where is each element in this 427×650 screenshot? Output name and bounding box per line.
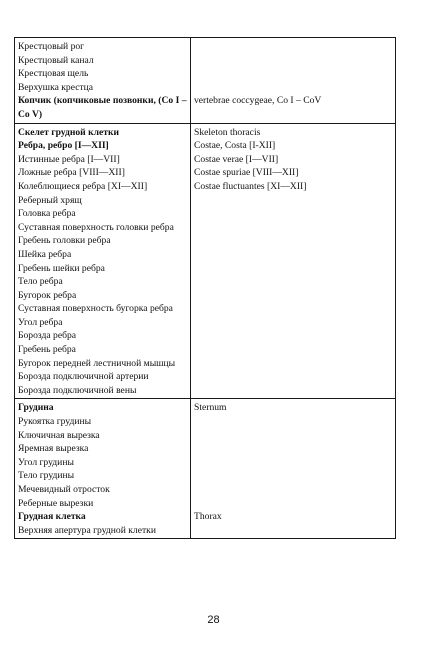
latin-term (194, 415, 393, 429)
russian-term: Реберный хрящ (18, 194, 82, 206)
russian-term: Ребра, ребро [I—XII] (18, 140, 109, 152)
latin-term: Thorax (194, 511, 222, 523)
latin-term: Costae spuriae [VIII—XII] (194, 167, 299, 179)
russian-term: Тело ребра (18, 276, 63, 288)
russian-term: Шейка ребра (18, 248, 72, 260)
latin-term (194, 40, 393, 54)
terminology-table (14, 37, 396, 539)
table-row (15, 123, 396, 399)
latin-term-cell (191, 399, 396, 539)
latin-term (194, 429, 393, 443)
latin-term (194, 67, 393, 81)
russian-term: Реберные вырезки (18, 497, 94, 509)
russian-term: Головка ребра (18, 208, 76, 220)
russian-term: Гребень головки ребра (18, 235, 111, 247)
russian-term: Верхушка крестца (18, 81, 94, 93)
latin-term (194, 81, 393, 95)
russian-term-cell (15, 38, 191, 124)
russian-term: Крестцовый рог (18, 41, 85, 52)
latin-term: vertebrae coccygeae, Co I – CoV (194, 95, 322, 107)
terminology-table-body (15, 38, 396, 539)
latin-term: Costae verae [I—VII] (194, 153, 279, 165)
page-number: 28 (207, 614, 220, 626)
russian-term: Ключичная вырезка (18, 429, 100, 441)
russian-term: Суставная поверхность бугорка ребра (18, 303, 173, 315)
russian-term: Суставная поверхность головки ребра (18, 221, 174, 233)
latin-term-cell (191, 38, 396, 124)
russian-term: Бугорок ребра (18, 289, 77, 301)
latin-term: Costae fluctuantes [XI—XII] (194, 180, 307, 192)
russian-term: Истинные ребра [I—VII] (18, 153, 120, 165)
russian-term: Крестцовая щель (18, 68, 89, 80)
russian-term: Борозда ребра (18, 330, 77, 342)
latin-term: Sternum (194, 402, 227, 414)
russian-term: Борозда подключичной вены (18, 384, 137, 396)
russian-term: Рукоятка грудины (18, 416, 92, 428)
latin-term (194, 497, 393, 511)
latin-term-cell (191, 123, 396, 399)
russian-term-cell (15, 123, 191, 399)
russian-term: Мечевидный отросток (18, 484, 110, 495)
russian-term: Копчик (копчиковые позвонки, (Co I – Co V) (18, 95, 187, 120)
russian-term: Борозда подключичной артерии (18, 371, 149, 383)
russian-term: Угол грудины (18, 456, 74, 468)
russian-term: Ложные ребра [VIII—XII] (18, 167, 125, 179)
russian-term: Грудина (18, 402, 54, 414)
table-row (15, 38, 396, 124)
russian-term: Колеблющиеся ребра [XI—XII] (18, 180, 148, 192)
latin-term (194, 456, 393, 470)
russian-term: Гребень ребра (18, 344, 76, 356)
table-row (15, 399, 396, 539)
russian-term: Бугорок передней лестничной мышцы (18, 357, 176, 369)
latin-term: Costae, Costa [I-XII] (194, 140, 276, 152)
russian-term: Грудная клетка (18, 511, 86, 523)
russian-term: Яремная вырезка (18, 443, 89, 455)
russian-term: Тело грудины (18, 470, 75, 482)
russian-term: Верхняя апертура грудной клетки (18, 524, 156, 536)
latin-term (194, 442, 393, 456)
russian-term: Угол ребра (18, 316, 63, 328)
russian-term: Скелет грудной клетки (18, 126, 120, 138)
latin-term (194, 469, 393, 483)
russian-term-cell (15, 399, 191, 539)
russian-term: Крестцовый канал (18, 54, 94, 66)
russian-term: Гребень шейки ребра (18, 262, 105, 274)
latin-term: Skeleton thoracis (194, 126, 261, 138)
latin-term (194, 54, 393, 68)
latin-term (194, 483, 393, 497)
